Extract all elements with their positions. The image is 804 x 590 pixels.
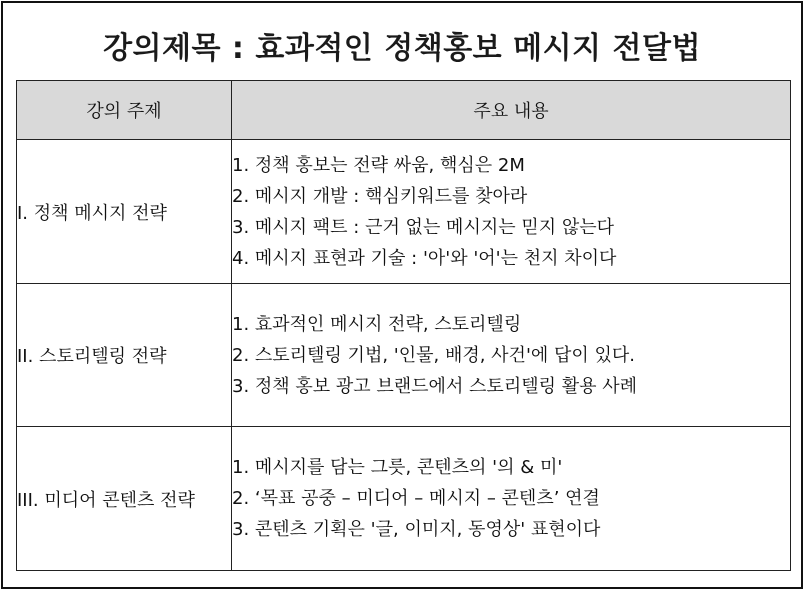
topic-cell: III. 미디어 콘텐츠 전략 bbox=[17, 427, 232, 571]
content-list bbox=[232, 150, 790, 274]
content-cell bbox=[232, 284, 791, 427]
content-cell bbox=[232, 140, 791, 284]
content-list bbox=[232, 452, 790, 545]
list-item: 1. 메시지를 담는 그릇, 콘텐츠의 '의 & 미' bbox=[232, 457, 563, 478]
list-item: 2. ‘목표 공중 – 미디어 – 메시지 – 콘텐츠’ 연결 bbox=[232, 488, 600, 509]
table-row bbox=[17, 427, 791, 571]
list-item: 3. 정책 홍보 광고 브랜드에서 스토리텔링 활용 사례 bbox=[232, 375, 637, 397]
document-frame bbox=[1, 1, 803, 589]
content-cell bbox=[232, 427, 791, 571]
list-item: 1. 효과적인 메시지 전략, 스토리텔링 bbox=[232, 313, 522, 335]
topic-cell: II. 스토리텔링 전략 bbox=[17, 284, 232, 427]
table-row bbox=[17, 140, 791, 284]
list-item: 4. 메시지 표현과 기술 : '아'와 '어'는 천지 차이다 bbox=[232, 247, 617, 269]
list-item: 3. 메시지 팩트 : 근거 없는 메시지는 믿지 않는다 bbox=[232, 216, 614, 238]
header-topic: 강의 주제 bbox=[17, 81, 232, 140]
list-item: 2. 스토리텔링 기법, '인물, 배경, 사건'에 답이 있다. bbox=[232, 344, 635, 366]
table-header-row bbox=[17, 81, 791, 140]
syllabus-table bbox=[16, 80, 791, 571]
table-row bbox=[17, 284, 791, 427]
list-item: 2. 메시지 개발 : 핵심키워드를 찾아라 bbox=[232, 185, 528, 207]
topic-cell: I. 정책 메시지 전략 bbox=[17, 140, 232, 284]
list-item: 3. 콘텐츠 기획은 '글, 이미지, 동영상' 표현이다 bbox=[232, 519, 601, 540]
content-list bbox=[232, 309, 790, 402]
list-item: 1. 정책 홍보는 전략 싸움, 핵심은 2M bbox=[232, 154, 525, 176]
lecture-title: 강의제목 : 효과적인 정책홍보 메시지 전달법 bbox=[103, 31, 701, 66]
header-content: 주요 내용 bbox=[232, 81, 791, 140]
